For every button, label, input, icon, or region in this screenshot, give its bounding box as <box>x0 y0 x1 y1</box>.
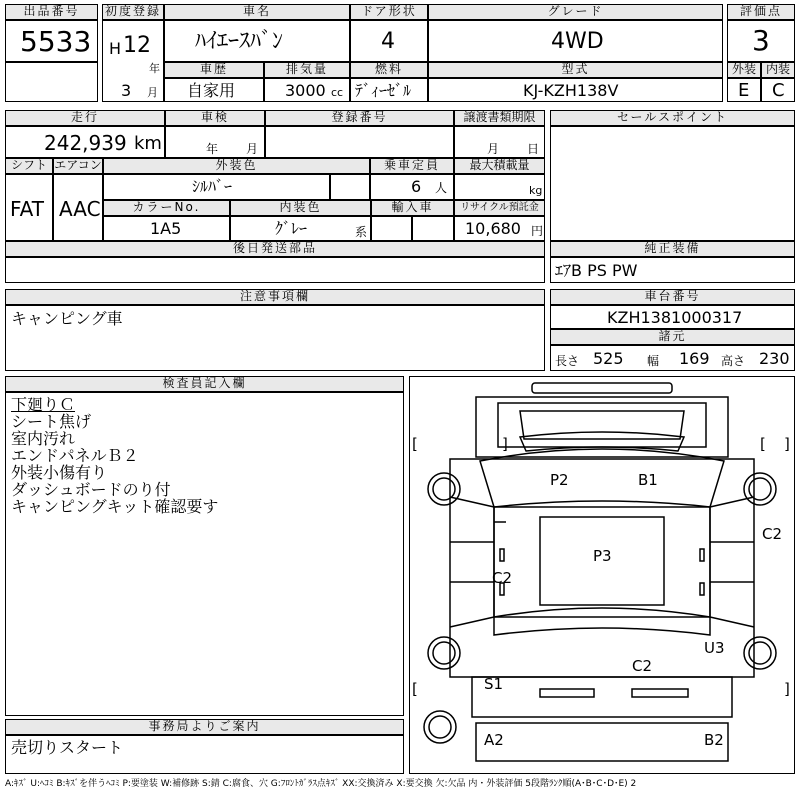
genuine-cell <box>550 257 795 283</box>
office-text: 売切りスタート <box>11 738 124 757</box>
capacity-header: 乗車定員 <box>370 158 454 174</box>
era: H <box>109 39 122 58</box>
mileage-unit: km <box>134 133 162 154</box>
height-label: 高さ <box>721 354 746 368</box>
recycle-fee: 10,680 <box>465 219 521 238</box>
transfer-header: 譲渡書類期限 <box>454 110 545 126</box>
shift-cell <box>5 174 53 241</box>
inspector-line: 外装小傷有り <box>11 463 108 482</box>
car-name-cell <box>164 20 350 62</box>
right-bracket-close: ] <box>784 435 790 453</box>
left-bracket-open: [ <box>412 435 418 453</box>
model-code: KJ-KZH138V <box>523 81 619 100</box>
ext-color: ｼﾙﾊﾞｰ <box>192 177 233 196</box>
mark-s1: S1 <box>484 675 504 693</box>
inspector-line: シート焦げ <box>11 412 92 431</box>
notes-cell <box>5 305 545 371</box>
grade-cell <box>428 20 723 62</box>
transfer-cell <box>454 126 545 158</box>
reg-number-header: 登録番号 <box>265 110 454 126</box>
score-header: 評価点 <box>727 4 795 20</box>
color-no-header: カラーNo. <box>103 200 230 216</box>
int-color-header: 内装色 <box>230 200 371 216</box>
mark-b2: B2 <box>704 731 724 749</box>
capacity-cell <box>370 174 454 200</box>
length-value: 525 <box>593 349 624 368</box>
office-header: 事務局よりご案内 <box>5 719 404 735</box>
car-name: ﾊｲｴｰｽﾊﾞﾝ <box>195 29 284 54</box>
fuel: ﾃﾞｨｰｾﾞﾙ <box>355 81 412 100</box>
length-label: 長さ <box>555 354 580 368</box>
capacity: 6 <box>411 177 422 196</box>
sales-points-cell <box>550 126 795 241</box>
import-header: 輸入車 <box>371 200 454 216</box>
mark-a2: A2 <box>484 731 504 749</box>
chassis-cell <box>550 305 795 329</box>
fuel-header: 燃料 <box>350 62 428 78</box>
mileage-header: 走行 <box>5 110 165 126</box>
genuine-equipment: ｴｱB PS PW <box>555 261 638 280</box>
notes-text: キャンピング車 <box>11 309 123 328</box>
inspector-line: 室内汚れ <box>11 429 76 448</box>
inspector-cell <box>5 392 404 716</box>
recycle-cell <box>454 216 545 241</box>
office-cell <box>5 735 404 774</box>
inspection-header: 車検 <box>165 110 265 126</box>
import-cell-b <box>412 216 454 241</box>
lot-number: 5533 <box>20 25 92 58</box>
recycle-unit: 円 <box>531 224 544 238</box>
int-color: ｸﾞﾚｰ <box>275 219 308 238</box>
ext-color-cell <box>103 174 330 200</box>
exterior-cell <box>727 78 761 102</box>
lot-blank <box>5 62 98 102</box>
color-no-cell <box>103 216 230 241</box>
right-bracket-open: [ <box>760 435 766 453</box>
inspector-line: エンドパネルＢ２ <box>11 446 139 465</box>
interior-grade: C <box>772 80 785 101</box>
max-load-unit: kg <box>529 184 543 197</box>
max-load-header: 最大積載量 <box>454 158 545 174</box>
year-unit: 年 <box>149 62 160 75</box>
inspector-header: 検査員記入欄 <box>5 376 404 392</box>
grade-header: グレード <box>428 4 723 20</box>
shift: FAT <box>10 197 45 221</box>
aircon: AAC <box>59 197 101 221</box>
int-color-cell <box>230 216 371 241</box>
history: 自家用 <box>187 81 236 100</box>
displacement: 3000 <box>285 81 326 100</box>
exterior-header: 外装 <box>727 62 761 78</box>
genuine-header: 純正装備 <box>550 241 795 257</box>
interior-cell <box>761 78 795 102</box>
aircon-header: エアコン <box>54 158 102 172</box>
first-reg-header: 初度登録 <box>102 4 164 20</box>
aircon-cell <box>53 174 103 241</box>
month-unit: 月 <box>147 86 158 99</box>
mark-p3: P3 <box>593 547 612 565</box>
width-value: 169 <box>679 349 710 368</box>
mileage: 242,939 <box>44 131 127 155</box>
interior-header: 内装 <box>761 62 795 78</box>
color-no: 1A5 <box>150 219 182 238</box>
grade: 4WD <box>551 29 604 54</box>
inspection-month-unit: 月 <box>246 142 259 156</box>
history-cell <box>164 78 264 102</box>
model-cell <box>428 78 723 102</box>
inspector-line: キャンピングキット確認要す <box>11 497 219 516</box>
reg-month: 3 <box>121 81 132 100</box>
capacity-unit: 人 <box>435 181 448 195</box>
width-label: 幅 <box>647 354 660 368</box>
import-cell-a <box>371 216 412 241</box>
mark-p2: P2 <box>550 471 569 489</box>
legend-text: A:ｷｽﾞ U:ﾍｺﾐ B:ｷｽﾞを伴うﾍｺﾐ P:要塗装 W:補修跡 S:錆 C:腐食、穴 G:ﾌﾛﾝﾄｶﾞﾗｽ点ｷｽﾞ XX:交換済み X:要交換 欠:欠品 内・外装評価 5段階ﾗﾝｸ順(A･B･C･D･E) 2 <box>5 779 637 789</box>
inspector-line: ダッシュボードのり付 <box>11 480 171 499</box>
rear-right-bracket-close: ] <box>784 680 790 698</box>
displacement-cell <box>264 78 350 102</box>
lot-cell <box>5 20 98 62</box>
ext-color-header: 外装色 <box>103 158 370 174</box>
displacement-unit: cc <box>331 86 344 99</box>
dims-cell <box>550 345 795 371</box>
mark-c2-right: C2 <box>762 525 783 543</box>
mark-u3: U3 <box>704 639 725 657</box>
inspection-year-unit: 年 <box>206 142 219 156</box>
int-color-unit: 系 <box>355 225 368 239</box>
ext-color-extra <box>330 174 370 200</box>
displacement-header: 排気量 <box>264 62 350 78</box>
later-parts-cell <box>5 257 545 283</box>
dims-header: 諸元 <box>550 329 795 345</box>
doors-header: ドア形状 <box>350 4 428 20</box>
vehicle-diagram <box>409 376 795 774</box>
rear-left-bracket-open: [ <box>412 680 418 698</box>
max-load-cell <box>454 174 545 200</box>
reg-year: 12 <box>123 33 151 58</box>
first-reg-cell <box>102 20 164 102</box>
left-bracket-close: ] <box>502 435 508 453</box>
score-cell <box>727 20 795 62</box>
later-parts-header: 後日発送部品 <box>5 241 545 257</box>
notes-header: 注意事項欄 <box>5 289 545 305</box>
fuel-cell <box>350 78 428 102</box>
mark-c2-left: C2 <box>492 569 513 587</box>
lot-header: 出品番号 <box>5 4 98 20</box>
model-header: 型式 <box>428 62 723 78</box>
history-header: 車歴 <box>164 62 264 78</box>
car-outline-diagram <box>410 377 794 773</box>
chassis-number: KZH1381000317 <box>607 308 743 327</box>
height-value: 230 <box>759 349 790 368</box>
mark-c2-rear: C2 <box>632 657 653 675</box>
transfer-day-unit: 日 <box>527 142 540 156</box>
score: 3 <box>752 24 770 57</box>
exterior-grade: E <box>738 80 750 101</box>
transfer-month-unit: 月 <box>487 142 500 156</box>
car-name-header: 車名 <box>164 4 350 20</box>
shift-header: シフト <box>5 158 53 174</box>
doors-cell <box>350 20 428 62</box>
sales-points-header: セールスポイント <box>550 110 795 126</box>
inspector-line: 下廻りＣ <box>11 395 76 414</box>
recycle-header: リサイクル預託金 <box>454 200 545 216</box>
inspection-cell <box>165 126 265 158</box>
doors: 4 <box>381 29 395 54</box>
mileage-cell <box>5 126 165 158</box>
mark-b1: B1 <box>638 471 658 489</box>
reg-number-cell <box>265 126 454 158</box>
chassis-header: 車台番号 <box>550 289 795 305</box>
